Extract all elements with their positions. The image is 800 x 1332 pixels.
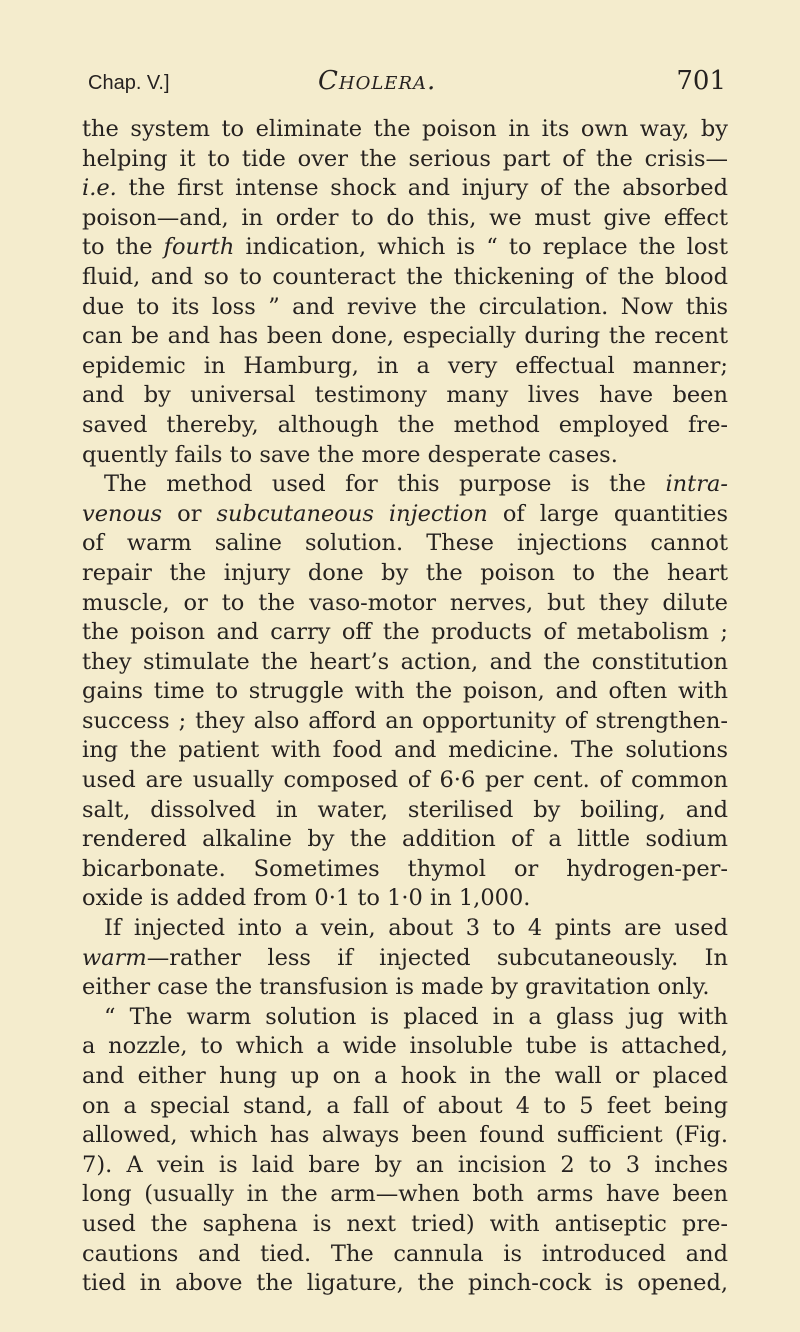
italic-text: i.e.: [82, 175, 117, 202]
text-line: [82, 145, 728, 175]
text-line: [82, 618, 728, 648]
text-line: [82, 233, 728, 263]
running-head: [88, 60, 726, 100]
text-run: the first intense shock and injury of the absorbed: [116, 175, 728, 202]
text-run: used are usually composed of 6·6 per cent. of common: [82, 767, 728, 794]
text-run: or: [162, 500, 217, 527]
text-run: indication, which is “ to replace the lost: [234, 234, 729, 261]
text-line: [82, 115, 728, 145]
text-run: either case the transfusion is made by gravitation only.: [82, 974, 710, 1001]
text-line: [82, 1269, 728, 1299]
text-run: they stimulate the heart’s action, and the constitution: [82, 648, 728, 675]
text-line: [82, 677, 728, 707]
text-line: [82, 1062, 728, 1092]
text-run: used the saphena is next tried) with antiseptic pre-: [82, 1210, 728, 1237]
text-run: repair the injury done by the poison to the heart: [82, 559, 728, 586]
text-line: [82, 381, 728, 411]
text-run: quently fails to save the more desperate cases.: [82, 441, 618, 468]
text-line: [82, 914, 728, 944]
text-run: rendered alkaline by the addition of a little sodium: [82, 826, 728, 853]
chapter-label: Chap. V.]: [88, 72, 170, 94]
page-number: 701: [676, 66, 726, 96]
text-line: [82, 204, 728, 234]
text-line: [82, 470, 728, 500]
text-run: success ; they also afford an opportunity of strengthen-: [82, 707, 728, 734]
text-line: [82, 559, 728, 589]
text-run: gains time to struggle with the poison, and often with: [82, 678, 728, 705]
text-line: [82, 944, 728, 974]
text-line: [82, 263, 728, 293]
text-run: of warm saline solution. These injections cannot: [82, 530, 728, 557]
text-run: ing the patient with food and medicine. The solutions: [82, 737, 728, 764]
text-line: [82, 174, 728, 204]
text-line: [82, 500, 728, 530]
text-run: cautions and tied. The cannula is introduced and: [82, 1240, 728, 1267]
running-title: Cholera.: [318, 66, 437, 96]
italic-text: warm: [82, 944, 147, 971]
text-run: bicarbonate. Sometimes thymol or hydrogen-per-: [82, 855, 728, 882]
italic-text: venous: [82, 500, 163, 527]
text-line: [82, 352, 728, 382]
text-run: on a special stand, a fall of about 4 to 5 feet being: [82, 1092, 728, 1119]
text-run: due to its loss ” and revive the circulation. Now this: [82, 293, 728, 320]
text-run: a nozzle, to which a wide insoluble tube is attached,: [82, 1033, 728, 1060]
text-line: [82, 322, 728, 352]
text-run: —rather less if injected subcutaneously. In: [146, 944, 728, 971]
text-run: If injected into a vein, about 3 to 4 pints are used: [104, 915, 728, 942]
text-run: tied in above the ligature, the pinch-cock is opened,: [82, 1270, 728, 1297]
italic-text: fourth: [163, 234, 235, 261]
text-line: [82, 825, 728, 855]
italic-text: intra-: [665, 471, 728, 498]
text-run: of large quantities: [487, 500, 728, 527]
text-line: [82, 1180, 728, 1210]
text-line: [82, 411, 728, 441]
text-line: [82, 293, 728, 323]
text-line: [82, 796, 728, 826]
text-line: [82, 707, 728, 737]
text-run: to the: [82, 234, 164, 261]
text-run: helping it to tide over the serious part of the crisis—: [82, 145, 728, 172]
text-run: and by universal testimony many lives have been: [82, 382, 728, 409]
text-line: [82, 736, 728, 766]
text-run: salt, dissolved in water, sterilised by boiling, and: [82, 796, 728, 823]
text-line: [82, 648, 728, 678]
text-line: [82, 589, 728, 619]
text-run: muscle, or to the vaso-motor nerves, but they dilute: [82, 589, 728, 616]
text-line: [82, 529, 728, 559]
text-run: and either hung up on a hook in the wall or placed: [82, 1063, 728, 1089]
text-line: [82, 1092, 728, 1122]
text-line: [82, 1151, 728, 1181]
text-run: poison—and, in order to do this, we must give effect: [82, 204, 728, 231]
text-run: long (usually in the arm—when both arms have been: [82, 1181, 728, 1208]
text-run: “ The warm solution is placed in a glass jug with: [104, 1003, 728, 1030]
text-line: [82, 766, 728, 796]
text-line: [82, 1210, 728, 1240]
italic-text: subcutaneous injection: [216, 500, 488, 527]
text-line: [82, 1121, 728, 1151]
text-run: allowed, which has always been found sufficient (Fig.: [82, 1122, 728, 1149]
text-line: [82, 1003, 728, 1033]
text-run: can be and has been done, especially during the recent: [82, 323, 728, 350]
text-run: fluid, and so to counteract the thickening of the blood: [82, 263, 728, 290]
text-run: the system to eliminate the poison in its own way, by: [82, 116, 728, 142]
text-line: [82, 441, 728, 471]
text-run: 7). A vein is laid bare by an incision 2 to 3 inches: [82, 1151, 728, 1178]
text-line: [82, 1240, 728, 1270]
body-text: [82, 115, 728, 1299]
text-run: saved thereby, although the method employed fre-: [82, 411, 728, 438]
text-line: [82, 973, 728, 1003]
text-run: the poison and carry off the products of metabolism ;: [82, 619, 728, 646]
text-line: [82, 1032, 728, 1062]
text-line: [82, 884, 728, 914]
text-line: [82, 855, 728, 885]
text-run: oxide is added from 0·1 to 1·0 in 1,000.: [82, 885, 531, 912]
text-run: The method used for this purpose is the: [104, 471, 666, 498]
text-run: epidemic in Hamburg, in a very effectual manner;: [82, 352, 728, 379]
